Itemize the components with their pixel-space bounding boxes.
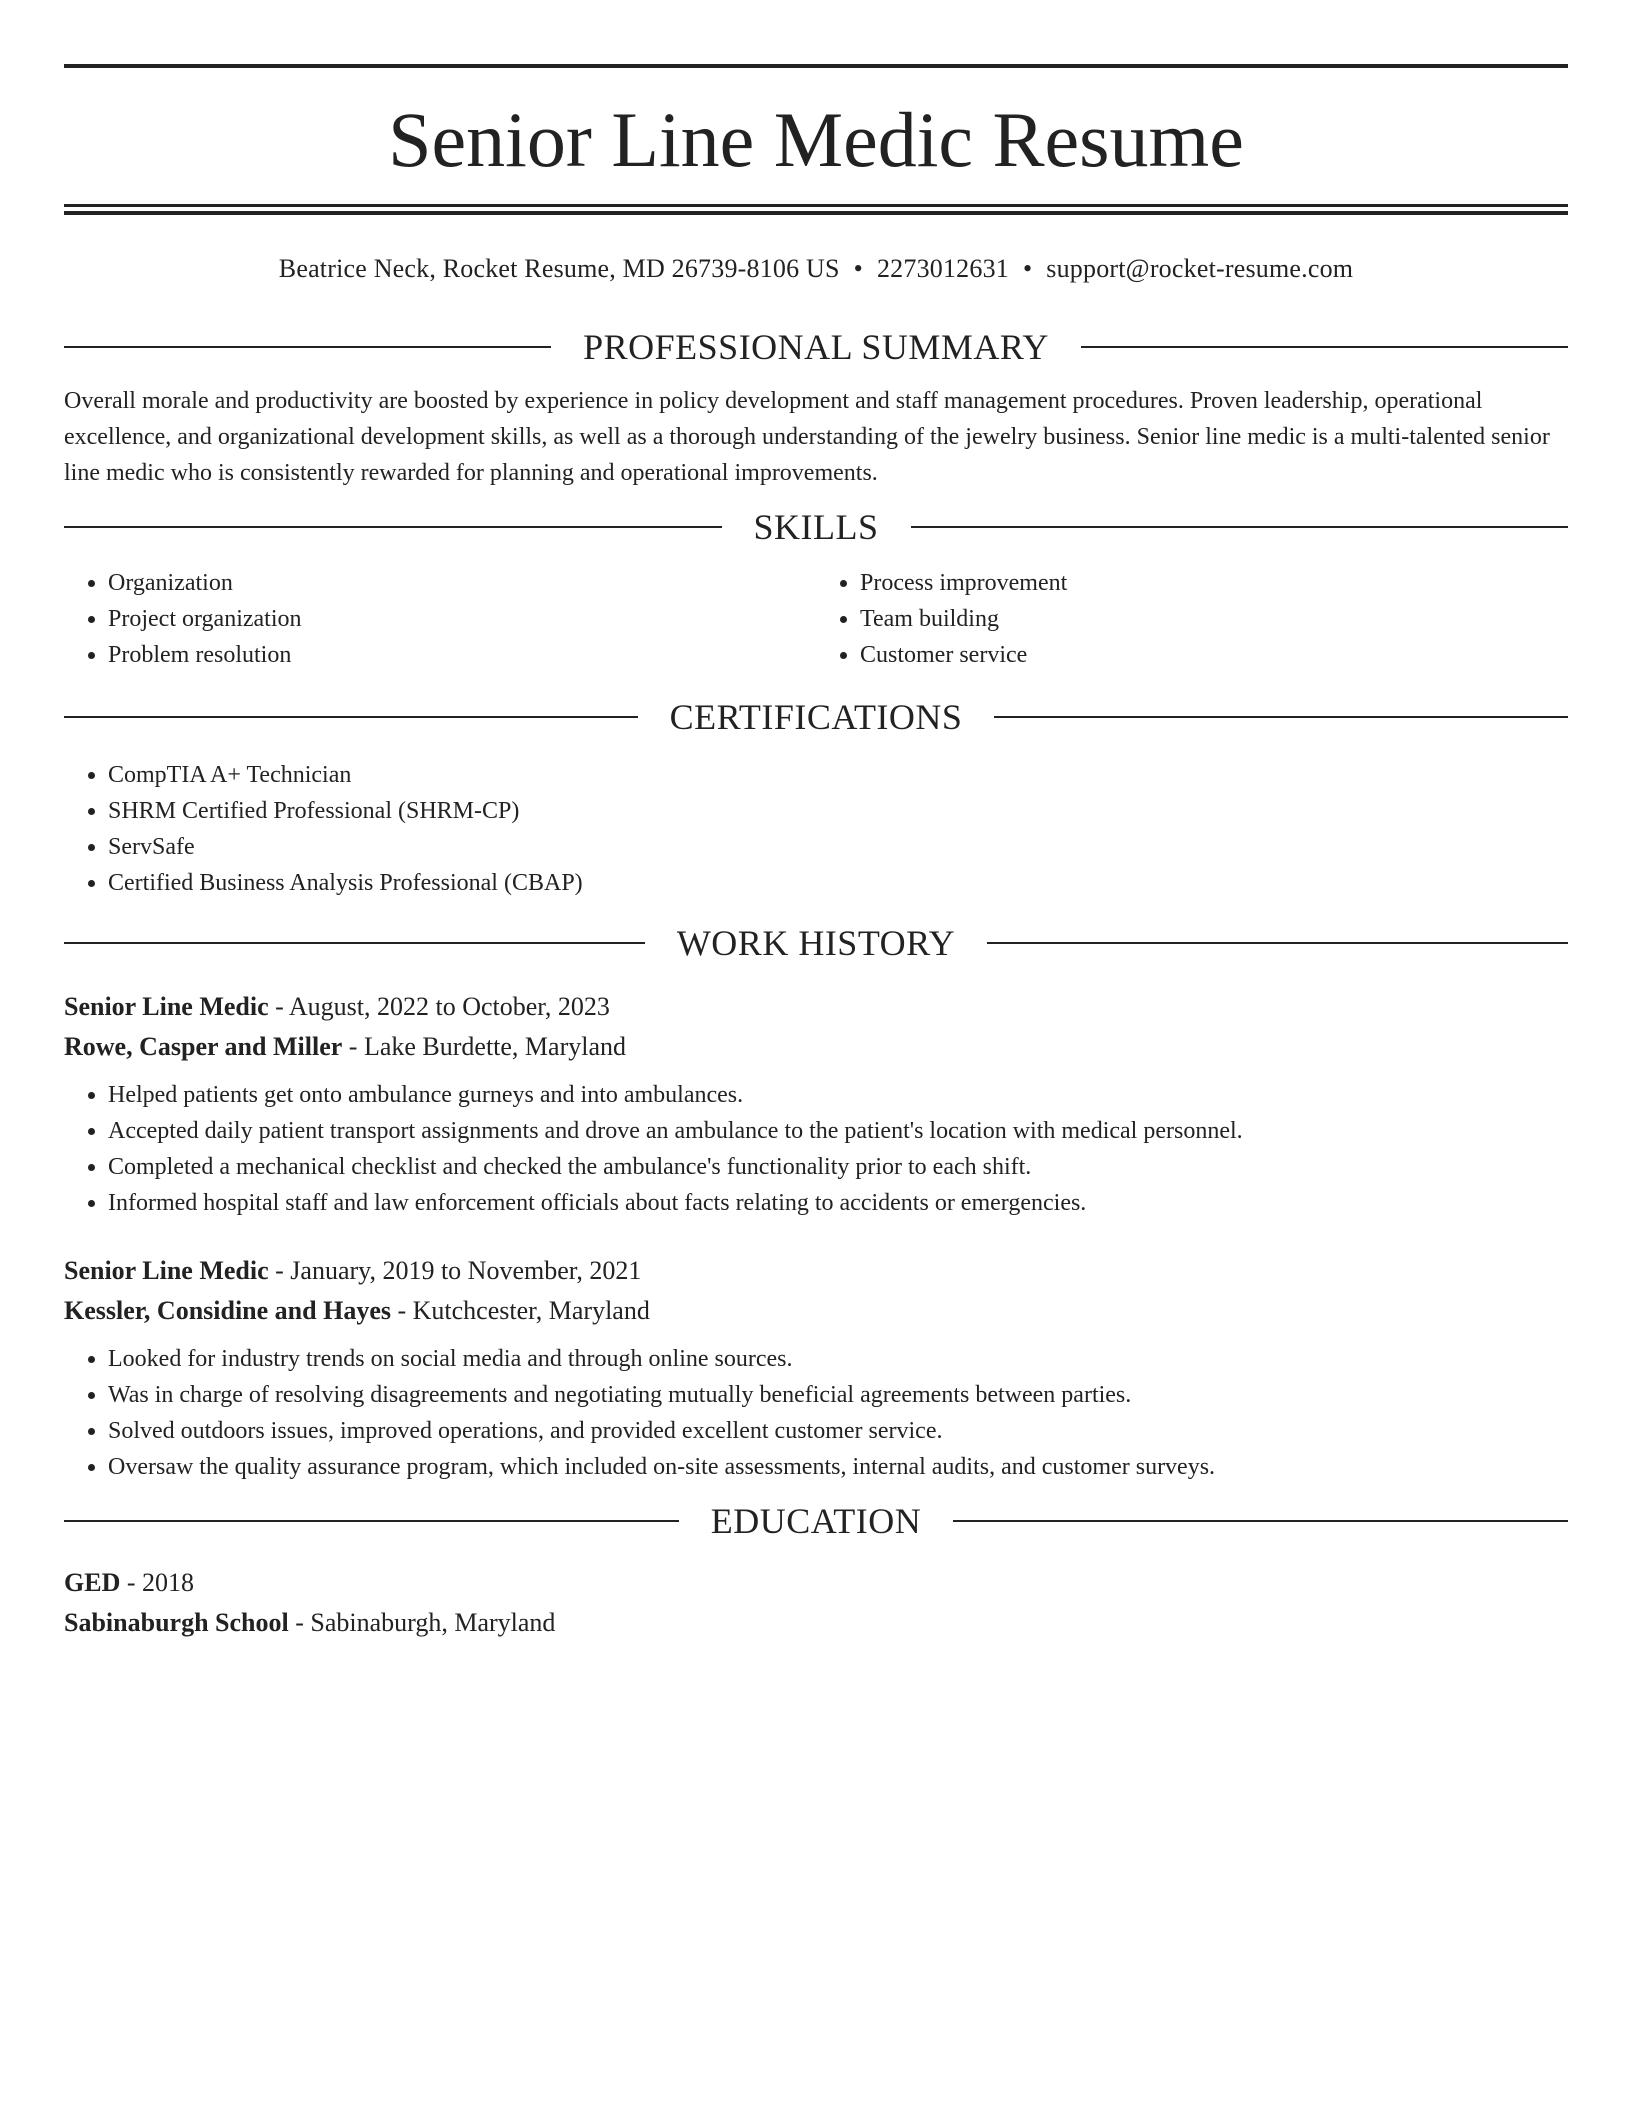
education-entry xyxy=(64,1563,1568,1643)
job-role: Senior Line Medic xyxy=(64,1256,269,1285)
education-degree: GED xyxy=(64,1568,121,1597)
job-bullets xyxy=(64,1341,1568,1485)
job-company: Rowe, Casper and Miller xyxy=(64,1032,343,1061)
list-item: • Accepted daily patient transport assignments and drove an ambulance to the patient's location with medical personnel. xyxy=(108,1113,1568,1149)
contact-phone: 2273012631 xyxy=(876,254,1009,283)
section-header-summary xyxy=(64,325,1568,369)
section-rule-right xyxy=(994,716,1568,718)
list-item: • Organization xyxy=(108,565,816,601)
section-header-education xyxy=(64,1499,1568,1543)
education-school: Sabinaburgh School xyxy=(64,1608,289,1637)
resume-title: Senior Line Medic Resume xyxy=(388,96,1244,183)
list-item: • Solved outdoors issues, improved operations, and provided excellent customer service. xyxy=(108,1413,1568,1449)
resume-page xyxy=(64,64,1568,1643)
job-dates: - January, 2019 to November, 2021 xyxy=(268,1256,642,1285)
list-item: • Problem resolution xyxy=(108,637,816,673)
certifications-list xyxy=(64,757,1568,901)
list-item: • Completed a mechanical checklist and checked the ambulance's functionality prior to each shift. xyxy=(108,1149,1568,1185)
list-item: • Informed hospital staff and law enforcement officials about facts relating to accidents or emergencies. xyxy=(108,1185,1568,1221)
contact-line xyxy=(64,253,1568,285)
section-rule-right xyxy=(987,942,1568,944)
list-item: • Certified Business Analysis Professional (CBAP) xyxy=(108,865,1568,901)
list-item: • CompTIA A+ Technician xyxy=(108,757,1568,793)
job-title-line xyxy=(64,987,1568,1027)
education-location: - Sabinaburgh, Maryland xyxy=(288,1608,556,1637)
job-entry xyxy=(64,987,1568,1221)
contact-email: support@rocket-resume.com xyxy=(1046,254,1354,283)
contact-separator: • xyxy=(1022,254,1033,283)
education-degree-line xyxy=(64,1563,1568,1603)
section-title: SKILLS xyxy=(753,507,879,547)
education-school-line xyxy=(64,1603,1568,1643)
section-rule-right xyxy=(953,1520,1568,1522)
section-title: PROFESSIONAL SUMMARY xyxy=(583,327,1049,367)
skills-column-left xyxy=(64,565,816,673)
job-company-line xyxy=(64,1291,1568,1331)
list-item: • Process improvement xyxy=(860,565,1568,601)
section-title: EDUCATION xyxy=(710,1501,922,1541)
job-role: Senior Line Medic xyxy=(64,992,269,1021)
contact-address: Beatrice Neck, Rocket Resume, MD 26739-8106 US xyxy=(278,254,840,283)
list-item: • Team building xyxy=(860,601,1568,637)
section-title: WORK HISTORY xyxy=(676,923,956,963)
section-rule-left xyxy=(64,716,638,718)
list-item: • Customer service xyxy=(860,637,1568,673)
list-item: • Oversaw the quality assurance program, which included on-site assessments, internal audits, and customer surveys. xyxy=(108,1449,1568,1485)
list-item: • SHRM Certified Professional (SHRM-CP) xyxy=(108,793,1568,829)
contact-separator: • xyxy=(853,254,863,283)
section-rule-left xyxy=(64,526,722,528)
section-rule-left xyxy=(64,346,551,348)
section-rule-left xyxy=(64,942,645,944)
job-entry xyxy=(64,1251,1568,1485)
section-rule-right xyxy=(1081,346,1568,348)
summary-text: Overall morale and productivity are boosted by experience in policy development and staff management procedures. Proven leadership, operational excellence, and organizational development skills, as well as a thorough understanding of the jewelry business. Senior line medic is a multi-talented senior line medic who is consistently rewarded for planning and operational improvements. xyxy=(64,388,1550,486)
job-company-line xyxy=(64,1027,1568,1067)
title-bottom-double-rule xyxy=(64,204,1568,215)
list-item: • Project organization xyxy=(108,601,816,637)
education-year: - 2018 xyxy=(120,1568,195,1597)
skills-column-right xyxy=(816,565,1568,673)
job-company: Kessler, Considine and Hayes xyxy=(64,1296,391,1325)
section-rule-right xyxy=(911,526,1569,528)
section-header-skills xyxy=(64,505,1568,549)
job-location: - Kutchcester, Maryland xyxy=(390,1296,650,1325)
list-item: • ServSafe xyxy=(108,829,1568,865)
list-item: • Looked for industry trends on social media and through online sources. xyxy=(108,1341,1568,1377)
list-item: • Helped patients get onto ambulance gurneys and into ambulances. xyxy=(108,1077,1568,1113)
job-title-line xyxy=(64,1251,1568,1291)
list-item: • Was in charge of resolving disagreements and negotiating mutually beneficial agreements between parties. xyxy=(108,1377,1568,1413)
skills-list xyxy=(64,565,1568,673)
section-title: CERTIFICATIONS xyxy=(669,697,963,737)
job-bullets xyxy=(64,1077,1568,1221)
job-dates: - August, 2022 to October, 2023 xyxy=(268,992,610,1021)
section-header-work-history xyxy=(64,921,1568,965)
section-rule-left xyxy=(64,1520,679,1522)
job-location: - Lake Burdette, Maryland xyxy=(342,1032,627,1061)
section-header-certifications xyxy=(64,695,1568,739)
